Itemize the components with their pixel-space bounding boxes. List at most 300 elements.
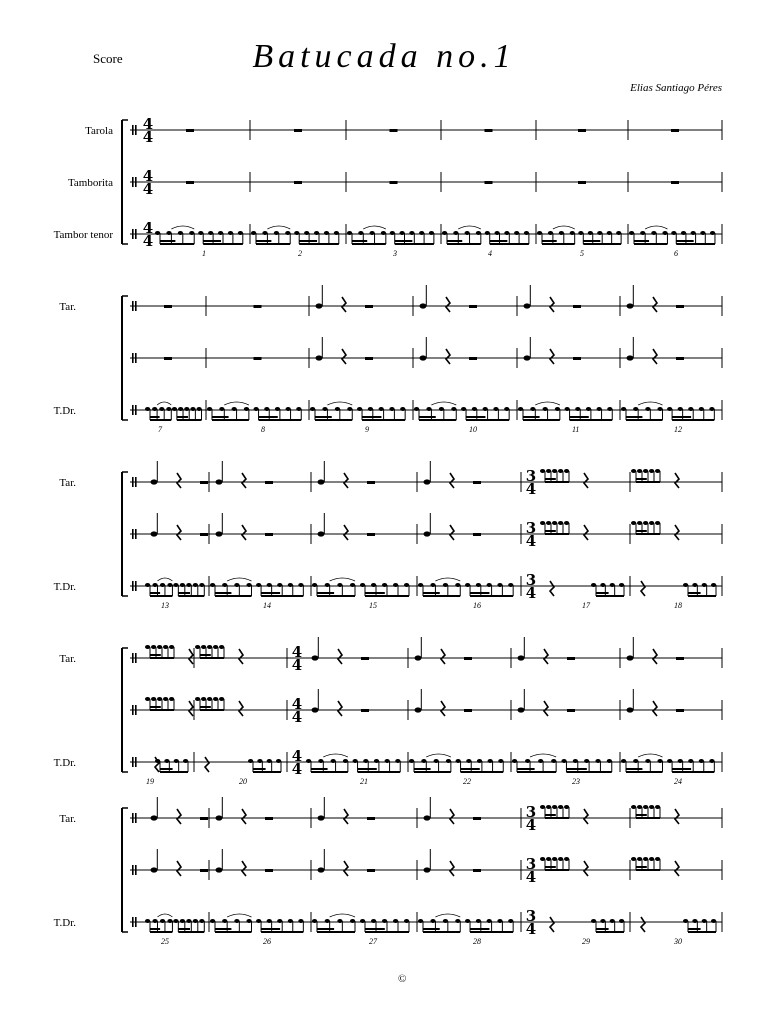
note-head xyxy=(591,583,596,587)
tie xyxy=(535,402,560,405)
measure-number: 14 xyxy=(263,601,271,610)
note-head xyxy=(485,231,490,235)
note-head xyxy=(424,531,431,536)
note-head xyxy=(216,531,223,536)
note-head xyxy=(629,231,634,235)
note-head xyxy=(219,407,224,411)
measure-number: 29 xyxy=(582,937,590,946)
note-head xyxy=(657,407,662,411)
note-head xyxy=(318,867,325,872)
note-head xyxy=(709,759,714,763)
note-head xyxy=(540,805,545,809)
half-rest xyxy=(676,709,684,712)
note-head xyxy=(430,919,435,923)
beam xyxy=(470,931,513,933)
whole-rest xyxy=(164,357,172,360)
beam xyxy=(150,931,172,933)
beam xyxy=(311,771,348,773)
note-head xyxy=(518,407,523,411)
note-head xyxy=(538,759,543,763)
note-head xyxy=(228,231,233,235)
note-head xyxy=(318,759,323,763)
quarter-rest xyxy=(239,701,243,716)
note-head xyxy=(310,407,315,411)
beam xyxy=(150,706,161,708)
note-head xyxy=(488,759,493,763)
beam xyxy=(688,592,701,594)
note-head xyxy=(312,655,319,660)
tie xyxy=(638,754,662,757)
instrument-name: Tambor tenor xyxy=(53,229,113,241)
time-signature-denominator: 4 xyxy=(291,708,303,726)
beam xyxy=(688,931,716,933)
note-head xyxy=(524,231,529,235)
note-head xyxy=(350,583,355,587)
note-head xyxy=(166,231,171,235)
note-head xyxy=(409,759,414,763)
beam xyxy=(596,928,609,930)
note-head xyxy=(645,759,650,763)
note-head xyxy=(306,759,311,763)
note-head xyxy=(294,231,299,235)
beam xyxy=(200,709,224,711)
note-head xyxy=(558,857,563,861)
beam xyxy=(150,595,172,597)
note-head xyxy=(548,231,553,235)
beam xyxy=(365,928,385,930)
half-rest xyxy=(200,817,208,820)
note-head xyxy=(208,231,213,235)
beam xyxy=(423,592,440,594)
note-head xyxy=(688,407,693,411)
note-head xyxy=(145,583,150,587)
note-head xyxy=(360,919,365,923)
note-head xyxy=(264,407,269,411)
tie xyxy=(157,914,172,917)
note-head xyxy=(508,919,513,923)
quarter-rest xyxy=(675,861,679,876)
note-head xyxy=(552,521,557,525)
beam xyxy=(414,768,431,770)
note-head xyxy=(558,521,563,525)
note-head xyxy=(610,919,615,923)
beam xyxy=(362,419,405,421)
half-rest xyxy=(265,817,273,820)
beam xyxy=(545,530,556,532)
note-head xyxy=(164,759,169,763)
time-signature-numerator: 3 xyxy=(525,855,537,873)
time-signature-numerator: 3 xyxy=(525,519,537,537)
whole-rest xyxy=(294,129,302,132)
note-head xyxy=(219,645,224,649)
note-head xyxy=(277,919,282,923)
note-head xyxy=(681,231,686,235)
note-head xyxy=(504,231,509,235)
note-head xyxy=(298,919,303,923)
beam xyxy=(545,814,556,816)
whole-rest xyxy=(578,181,586,184)
note-head xyxy=(145,645,150,649)
note-head xyxy=(316,355,323,360)
note-head xyxy=(446,759,451,763)
percussion-clef xyxy=(132,813,134,823)
beam xyxy=(542,240,557,242)
note-head xyxy=(193,583,198,587)
whole-rest xyxy=(186,129,194,132)
note-head xyxy=(466,759,471,763)
note-head xyxy=(683,919,688,923)
note-head xyxy=(424,815,431,820)
time-signature-denominator: 4 xyxy=(291,760,303,778)
measure-number: 6 xyxy=(674,249,678,258)
percussion-clef xyxy=(135,917,137,927)
note-head xyxy=(418,583,423,587)
half-rest xyxy=(367,869,375,872)
note-head xyxy=(267,583,272,587)
note-head xyxy=(558,805,563,809)
beam xyxy=(626,768,642,770)
note-head xyxy=(570,231,575,235)
note-head xyxy=(564,469,569,473)
note-head xyxy=(627,355,634,360)
note-head xyxy=(201,697,206,701)
beam xyxy=(596,931,624,933)
beam xyxy=(317,931,355,933)
beam xyxy=(517,768,535,770)
note-head xyxy=(621,407,626,411)
tie xyxy=(157,402,171,405)
half-rest xyxy=(361,657,369,660)
measure-number: 3 xyxy=(393,249,397,258)
percussion-clef xyxy=(132,125,134,135)
note-head xyxy=(597,231,602,235)
quarter-rest xyxy=(441,701,445,716)
beam xyxy=(490,243,529,245)
half-rest xyxy=(367,533,375,536)
note-head xyxy=(360,583,365,587)
note-head xyxy=(274,231,279,235)
tie xyxy=(330,914,355,917)
quarter-rest xyxy=(338,701,342,716)
quarter-rest xyxy=(177,861,181,876)
note-head xyxy=(546,469,551,473)
half-rest xyxy=(464,709,472,712)
beam xyxy=(523,416,540,418)
quarter-rest xyxy=(550,917,554,932)
note-head xyxy=(678,759,683,763)
measure-number: 13 xyxy=(161,601,169,610)
note-head xyxy=(222,919,227,923)
note-head xyxy=(667,407,672,411)
measure-number: 16 xyxy=(473,601,481,610)
note-head xyxy=(256,919,261,923)
note-head xyxy=(184,407,189,411)
note-head xyxy=(683,583,688,587)
time-signature-numerator: 3 xyxy=(525,467,537,485)
note-head xyxy=(461,407,466,411)
note-head xyxy=(382,919,387,923)
note-head xyxy=(400,231,405,235)
note-head xyxy=(178,231,183,235)
tie xyxy=(638,402,662,405)
quarter-rest xyxy=(641,917,645,932)
beam xyxy=(150,928,160,930)
note-head xyxy=(564,521,569,525)
note-head xyxy=(370,231,375,235)
beam xyxy=(259,416,278,418)
beam xyxy=(676,243,715,245)
note-head xyxy=(627,303,634,308)
note-head xyxy=(637,469,642,473)
note-head xyxy=(702,583,707,587)
quarter-rest xyxy=(189,649,193,664)
beam xyxy=(315,416,332,418)
time-signature-numerator: 3 xyxy=(525,907,537,925)
quarter-rest xyxy=(239,649,243,664)
measure-number: 28 xyxy=(473,937,481,946)
note-head xyxy=(216,867,223,872)
beam xyxy=(358,771,401,773)
note-head xyxy=(643,521,648,525)
note-head xyxy=(508,583,513,587)
half-rest xyxy=(473,481,481,484)
note-head xyxy=(600,583,605,587)
beam xyxy=(517,771,556,773)
note-head xyxy=(180,583,185,587)
note-head xyxy=(564,805,569,809)
beam xyxy=(676,240,693,242)
note-head xyxy=(561,759,566,763)
beam xyxy=(261,931,303,933)
note-head xyxy=(584,759,589,763)
note-head xyxy=(390,231,395,235)
note-head xyxy=(257,759,262,763)
half-rest xyxy=(367,481,375,484)
tie xyxy=(330,578,355,581)
note-head xyxy=(167,583,172,587)
note-head xyxy=(607,407,612,411)
percussion-clef xyxy=(132,353,134,363)
note-head xyxy=(151,531,158,536)
beam xyxy=(570,419,613,421)
note-head xyxy=(178,407,183,411)
note-head xyxy=(420,355,427,360)
beam xyxy=(395,243,434,245)
quarter-rest xyxy=(344,525,348,540)
quarter-rest xyxy=(550,349,554,364)
quarter-rest xyxy=(189,701,193,716)
note-head xyxy=(476,231,481,235)
note-head xyxy=(439,407,444,411)
beam xyxy=(419,416,436,418)
note-head xyxy=(276,759,281,763)
note-head xyxy=(400,407,405,411)
quarter-rest xyxy=(177,525,181,540)
note-head xyxy=(288,583,293,587)
note-head xyxy=(643,805,648,809)
beam xyxy=(203,240,221,242)
note-head xyxy=(443,919,448,923)
percussion-clef xyxy=(132,865,134,875)
note-head xyxy=(543,407,548,411)
quarter-rest xyxy=(242,809,246,824)
whole-rest xyxy=(485,181,493,184)
note-head xyxy=(651,231,656,235)
note-head xyxy=(607,231,612,235)
note-head xyxy=(189,231,194,235)
note-head xyxy=(702,919,707,923)
note-head xyxy=(565,407,570,411)
note-head xyxy=(552,857,557,861)
note-head xyxy=(451,407,456,411)
note-head xyxy=(671,231,676,235)
note-head xyxy=(216,815,223,820)
beam xyxy=(423,595,460,597)
note-head xyxy=(199,919,204,923)
beam xyxy=(626,419,662,421)
beam xyxy=(365,595,409,597)
note-head xyxy=(419,231,424,235)
beam xyxy=(150,657,174,659)
note-head xyxy=(174,759,179,763)
beam xyxy=(423,928,440,930)
note-head xyxy=(643,857,648,861)
note-head xyxy=(267,919,272,923)
note-head xyxy=(476,919,481,923)
half-rest xyxy=(567,657,575,660)
beam xyxy=(636,530,647,532)
measure-number: 15 xyxy=(369,601,377,610)
note-head xyxy=(254,407,259,411)
note-head xyxy=(285,231,290,235)
tie xyxy=(363,226,386,229)
system xyxy=(54,285,722,434)
half-rest xyxy=(265,481,273,484)
beam xyxy=(299,243,339,245)
note-head xyxy=(379,407,384,411)
percussion-clef xyxy=(135,529,137,539)
note-head xyxy=(337,583,342,587)
note-head xyxy=(649,857,654,861)
quarter-rest xyxy=(205,757,209,772)
note-head xyxy=(393,919,398,923)
note-head xyxy=(172,407,177,411)
percussion-clef xyxy=(135,653,137,663)
note-head xyxy=(649,521,654,525)
note-head xyxy=(497,919,502,923)
beam xyxy=(583,240,600,242)
percussion-clef xyxy=(135,229,137,239)
note-head xyxy=(234,919,239,923)
quarter-rest xyxy=(675,525,679,540)
beam xyxy=(672,419,714,421)
note-head xyxy=(429,231,434,235)
note-head xyxy=(207,407,212,411)
percussion-clef xyxy=(132,177,134,187)
measure-number: 20 xyxy=(239,777,247,786)
note-head xyxy=(498,759,503,763)
note-head xyxy=(578,231,583,235)
note-head xyxy=(195,697,200,701)
note-head xyxy=(552,469,557,473)
instrument-name: Tarola xyxy=(85,125,113,137)
beam xyxy=(634,243,667,245)
instrument-name: T.Dr. xyxy=(53,405,76,417)
note-head xyxy=(627,655,634,660)
note-head xyxy=(430,583,435,587)
note-head xyxy=(540,469,545,473)
tie xyxy=(157,578,172,581)
beam xyxy=(466,419,509,421)
note-head xyxy=(465,583,470,587)
quarter-rest xyxy=(177,473,181,488)
beam xyxy=(200,706,211,708)
note-head xyxy=(318,531,325,536)
note-head xyxy=(649,805,654,809)
beam xyxy=(200,654,211,656)
note-head xyxy=(546,857,551,861)
beam xyxy=(545,533,569,535)
quarter-rest xyxy=(342,297,346,312)
note-head xyxy=(597,407,602,411)
note-head xyxy=(559,231,564,235)
note-head xyxy=(493,407,498,411)
beam xyxy=(160,768,173,770)
note-head xyxy=(374,759,379,763)
whole-rest xyxy=(254,305,262,308)
measure-number: 17 xyxy=(582,601,590,610)
beam xyxy=(470,595,513,597)
note-head xyxy=(637,805,642,809)
percussion-clef xyxy=(132,581,134,591)
beam xyxy=(315,419,352,421)
half-rest xyxy=(200,533,208,536)
beam xyxy=(626,771,662,773)
quarter-rest xyxy=(344,861,348,876)
time-signature-numerator: 4 xyxy=(291,643,303,661)
tie xyxy=(227,578,251,581)
half-rest xyxy=(473,533,481,536)
quarter-rest xyxy=(550,581,554,596)
note-head xyxy=(213,697,218,701)
measure-number: 1 xyxy=(202,249,206,258)
percussion-clef xyxy=(135,865,137,875)
note-head xyxy=(404,583,409,587)
note-head xyxy=(465,919,470,923)
note-head xyxy=(385,759,390,763)
time-signature-numerator: 3 xyxy=(525,803,537,821)
quarter-rest xyxy=(450,525,454,540)
note-head xyxy=(633,407,638,411)
half-rest xyxy=(265,869,273,872)
note-head xyxy=(157,697,162,701)
note-head xyxy=(197,407,202,411)
note-head xyxy=(357,407,362,411)
note-head xyxy=(267,759,272,763)
percussion-clef xyxy=(135,177,137,187)
beam xyxy=(636,814,647,816)
note-head xyxy=(296,407,301,411)
quarter-rest xyxy=(584,861,588,876)
note-head xyxy=(371,583,376,587)
note-head xyxy=(238,231,243,235)
note-head xyxy=(692,583,697,587)
time-signature-denominator: 4 xyxy=(525,532,537,550)
note-head xyxy=(286,407,291,411)
note-head xyxy=(465,231,470,235)
tie xyxy=(227,914,251,917)
note-head xyxy=(232,407,237,411)
